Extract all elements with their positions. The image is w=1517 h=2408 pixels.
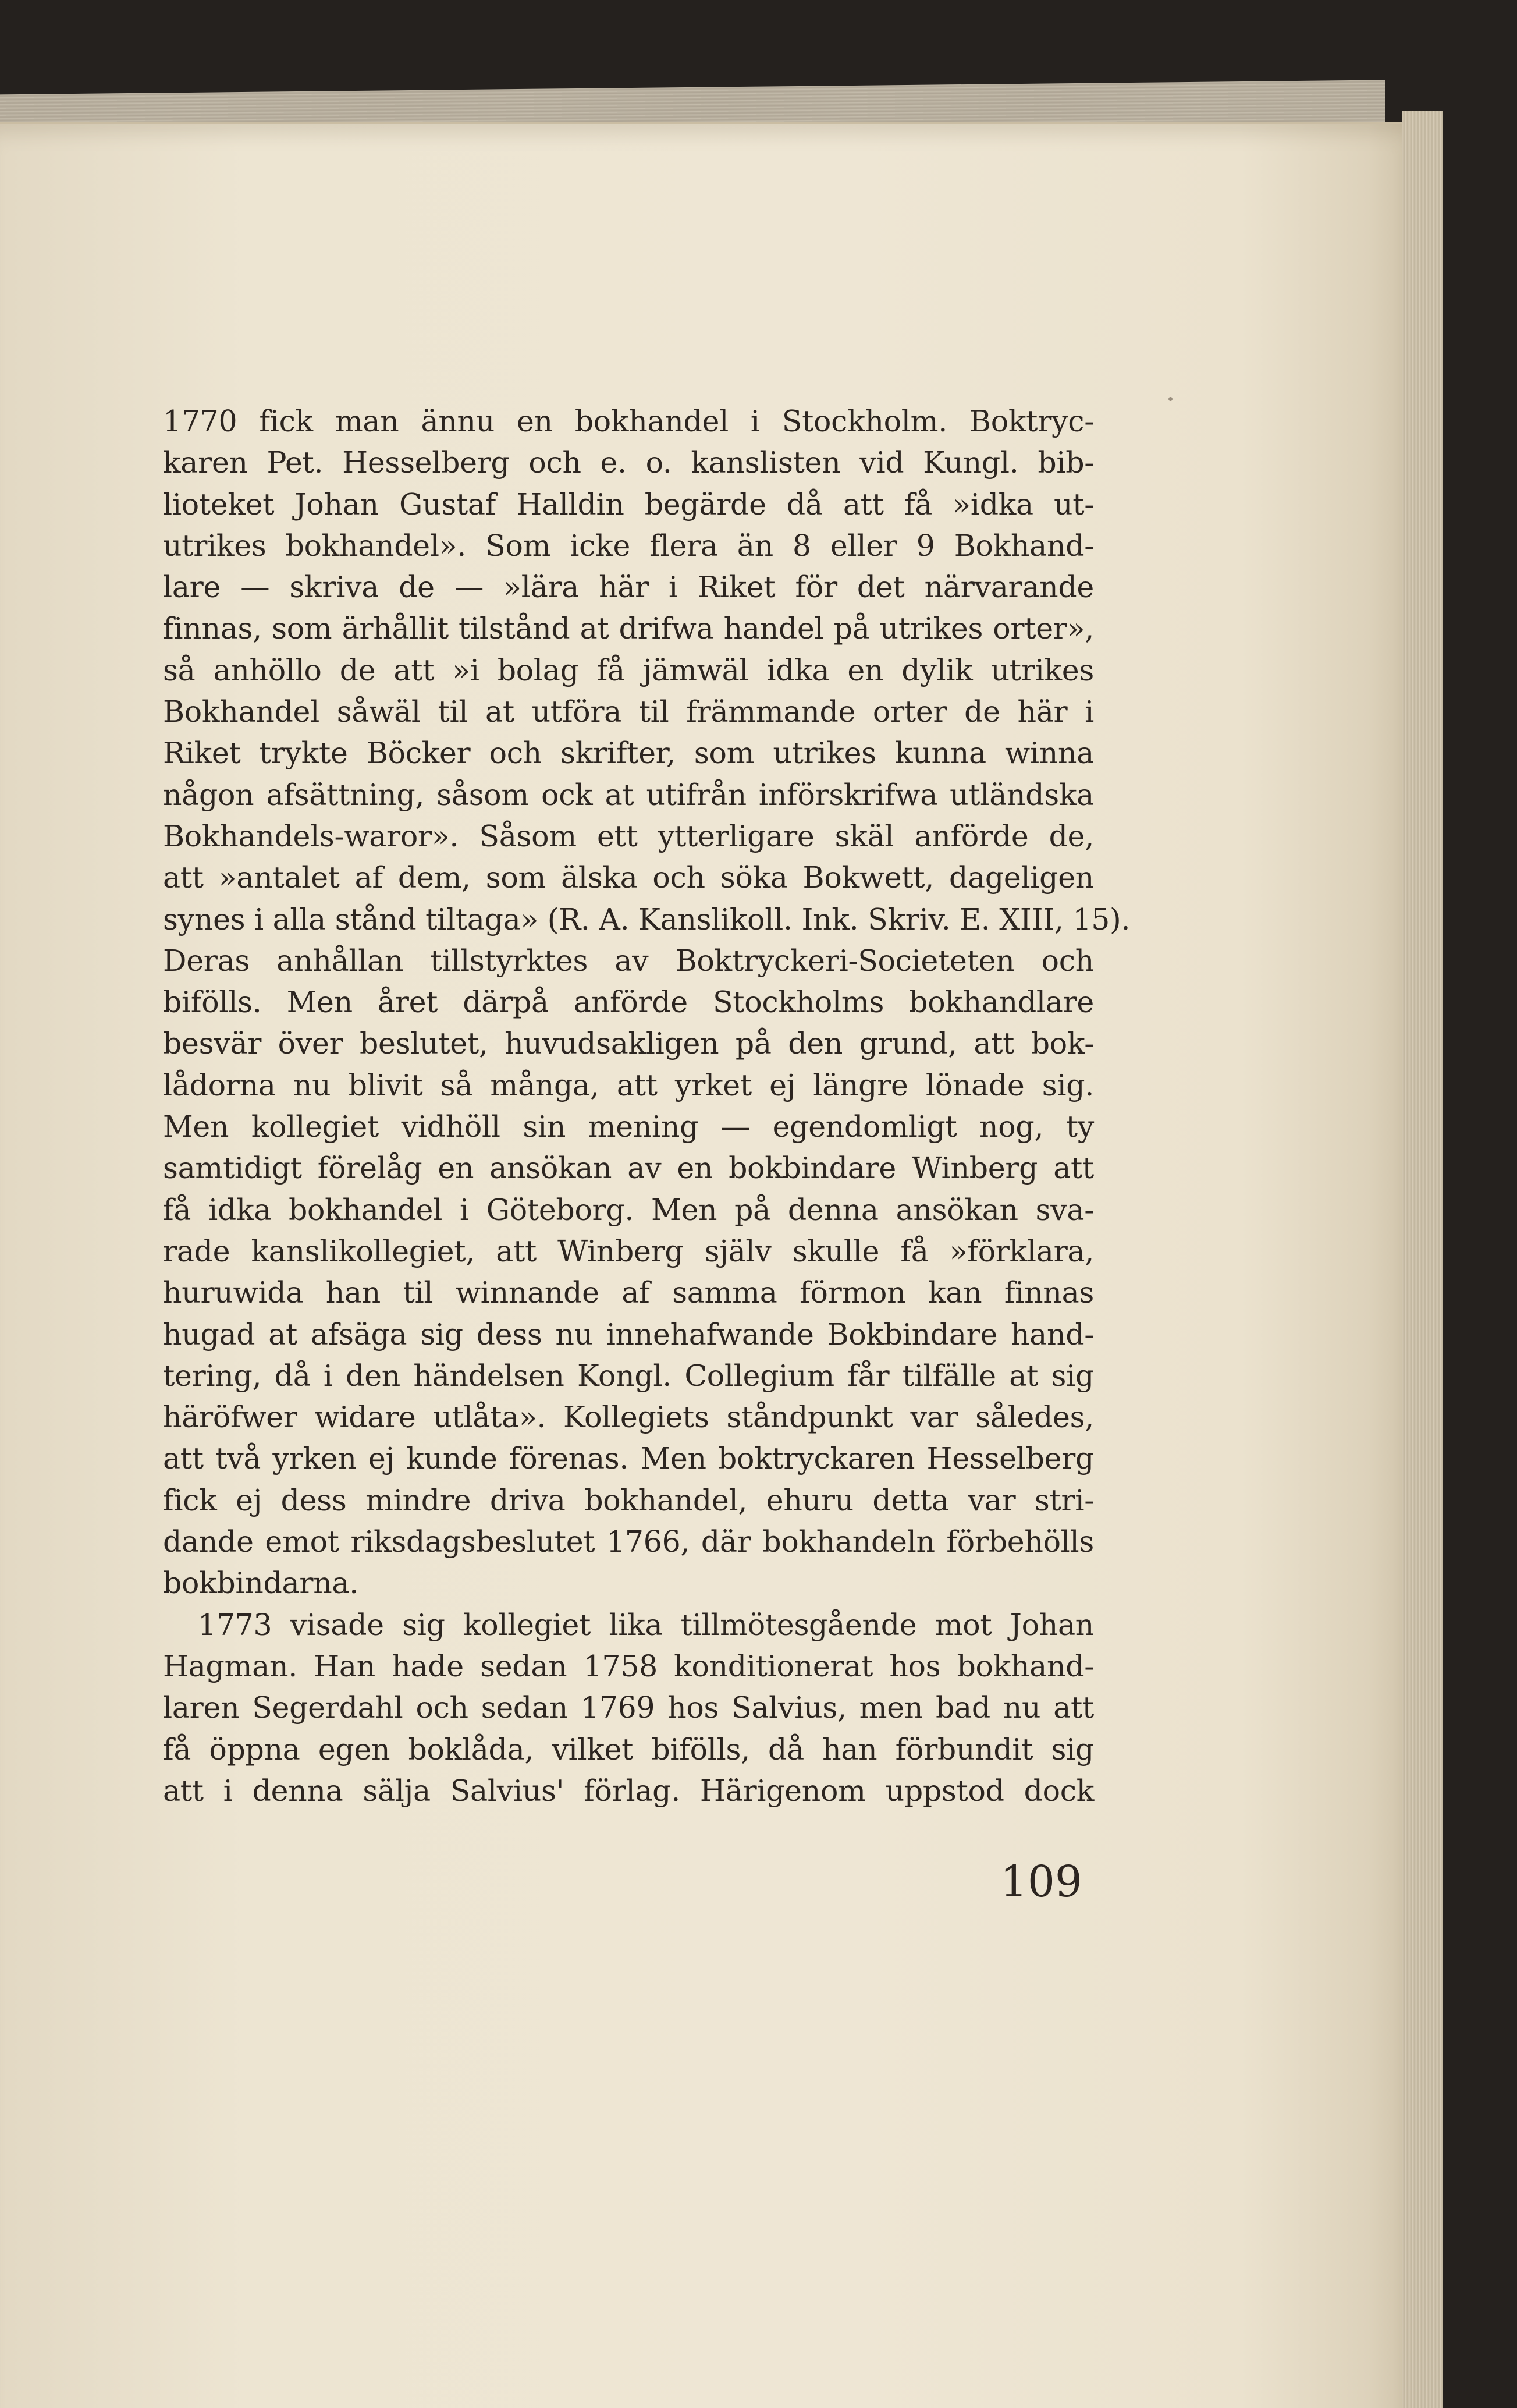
text-line: hugad at afsäga sig dess nu innehafwande Bokbindare hand-: [163, 1317, 1094, 1352]
text-line: att i denna sälja Salvius' förlag. Härigenom uppstod dock: [163, 1773, 1094, 1808]
text-line: rade kanslikollegiet, att Winberg själv skulle få »förklara,: [163, 1233, 1094, 1268]
text-line: finnas, som ärhållit tilstånd at drifwa handel på utrikes orter»,: [163, 611, 1094, 646]
text-line: laren Segerdahl och sedan 1769 hos Salvius, men bad nu att: [163, 1690, 1094, 1725]
text-line: lådorna nu blivit så många, att yrket ej längre lönade sig.: [163, 1068, 1094, 1102]
text-line: Bokhandel såwäl til at utföra til främmande orter de här i: [163, 694, 1094, 729]
text-line: lioteket Johan Gustaf Halldin begärde då att få »idka ut-: [163, 487, 1094, 522]
text-line: besvär över beslutet, huvudsakligen på den grund, att bok-: [163, 1026, 1094, 1061]
text-line: häröfwer widare utlåta». Kollegiets ståndpunkt var således,: [163, 1400, 1094, 1435]
text-line: att två yrken ej kunde förenas. Men boktryckaren Hesselberg: [163, 1441, 1094, 1476]
text-line: att »antalet af dem, som älska och söka Bokwett, dageligen: [163, 860, 1094, 895]
text-line: få öppna egen boklåda, vilket bifölls, då han förbundit sig: [163, 1732, 1094, 1767]
text-line: lare — skriva de — »lära här i Riket för det närvarande: [163, 570, 1094, 605]
text-line: bokbindarna.: [163, 1566, 358, 1601]
text-line: Men kollegiet vidhöll sin mening — egendomligt nog, ty: [163, 1109, 1094, 1144]
text-line: 1773 visade sig kollegiet lika tillmötesgående mot Johan: [198, 1607, 1094, 1642]
text-line: fick ej dess mindre driva bokhandel, ehuru detta var stri-: [163, 1483, 1094, 1517]
text-line: Deras anhållan tillstyrktes av Boktryckeri-Societeten och: [163, 943, 1094, 978]
text-line: få idka bokhandel i Göteborg. Men på denna ansökan sva-: [163, 1192, 1094, 1227]
text-line: dande emot riksdagsbeslutet 1766, där bokhandeln förbehölls: [163, 1524, 1094, 1559]
paper-speck: [1168, 397, 1173, 401]
body-text: [163, 400, 1131, 1811]
text-line: bifölls. Men året därpå anförde Stockholms bokhandlare: [163, 985, 1094, 1020]
text-line: Bokhandels-waror». Såsom ett ytterligare skäl anförde de,: [163, 818, 1094, 853]
text-line: synes i alla stånd tiltaga» (R. A. Kanslikoll. Ink. Skriv. E. XIII, 15).: [163, 902, 1131, 937]
text-line: 1770 fick man ännu en bokhandel i Stockholm. Boktryc-: [163, 404, 1094, 438]
text-line: utrikes bokhandel». Som icke flera än 8 eller 9 Bokhand-: [163, 528, 1094, 563]
text-line: någon afsättning, såsom ock at utifrån införskrifwa utländska: [163, 777, 1094, 812]
page-fore-edge: [1402, 111, 1443, 2408]
text-line: Riket trykte Böcker och skrifter, som utrikes kunna winna: [163, 736, 1094, 771]
text-line: tering, då i den händelsen Kongl. Collegium får tilfälle at sig: [163, 1358, 1094, 1393]
text-line: karen Pet. Hesselberg och e. o. kanslisten vid Kungl. bib-: [163, 445, 1094, 480]
text-line: huruwida han til winnande af samma förmon kan finnas: [163, 1275, 1094, 1310]
text-line: så anhöllo de att »i bolag få jämwäl idka en dylik utrikes: [163, 652, 1094, 687]
page-number: 109: [1000, 1857, 1082, 1907]
text-line: samtidigt förelåg en ansökan av en bokbindare Winberg att: [163, 1151, 1094, 1186]
text-line: Hagman. Han hade sedan 1758 konditionerat hos bokhand-: [163, 1648, 1094, 1683]
